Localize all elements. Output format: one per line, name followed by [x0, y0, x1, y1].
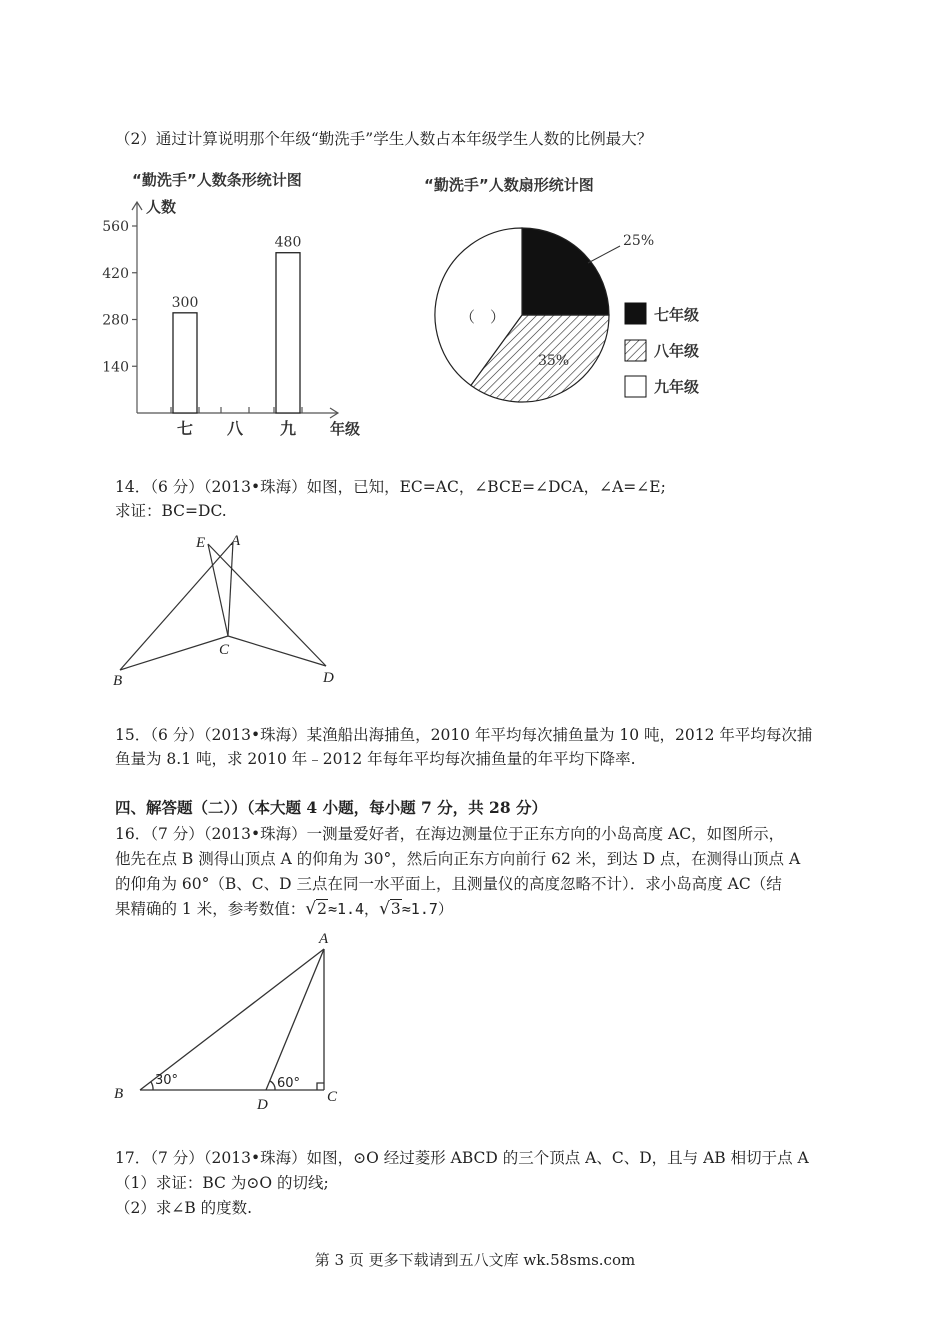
q16-line2: 他先在点 B 测得山顶点 A 的仰角为 30°，然后向正东方向前行 62 米，到达 D 点，在测得山顶点 A	[115, 850, 801, 868]
q17-line1: 17．（7 分）（2013•珠海）如图，⊙O 经过菱形 ABCD 的三个顶点 A、C、D，且与 AB 相切于点 A	[115, 1149, 809, 1167]
page-footer: 第 3 页 更多下载请到五八文库 wk.58sms.com	[314, 1251, 636, 1269]
bar-value-label: 300	[171, 294, 199, 311]
pie-label-blank: （ ）	[460, 308, 506, 326]
legend-label-7: 七年级	[654, 306, 700, 324]
q16-line3: 的仰角为 60°（B、C、D 三点在同一水平面上，且测量仪的高度忽略不计）．求小岛高度 AC（结	[115, 875, 782, 893]
legend-swatch-9	[625, 376, 646, 397]
section4-heading: 四、解答题（二））（本大题 4 小题，每小题 7 分，共 28 分）	[115, 798, 548, 817]
sqrt3	[379, 898, 402, 920]
bar-1	[173, 313, 197, 413]
q14-figure	[110, 530, 360, 690]
q14-label-D: D	[323, 670, 334, 686]
q16-label-D: D	[257, 1097, 268, 1113]
q14-line2: 求证：BC=DC.	[115, 502, 227, 520]
legend-swatch-7	[625, 303, 646, 324]
q15-line1: 15．（6 分）（2013•珠海）某渔船出海捕鱼，2010 年平均每次捕鱼量为 10 吨，2012 年平均每次捕	[115, 726, 813, 744]
radical-sign-icon: √	[305, 899, 317, 919]
sqrt2-radicand: 2	[317, 900, 327, 918]
legend-swatch-8	[625, 340, 646, 361]
bar-category-label: 八	[226, 419, 244, 438]
bar-3	[276, 253, 300, 413]
q16-angle-60: 60°	[277, 1076, 301, 1091]
bar-chart	[100, 160, 390, 450]
q14-line1: 14．（6 分）（2013•珠海）如图，已知，EC=AC，∠BCE=∠DCA，∠A=∠E;	[115, 478, 666, 496]
sqrt3-value: ≈1.7）	[401, 900, 453, 918]
legend-label-8: 八年级	[654, 342, 700, 360]
pie-chart	[420, 160, 740, 420]
q14-label-A: A	[231, 533, 241, 549]
q16-label-A: A	[319, 931, 329, 947]
bar-category-label: 七	[176, 419, 194, 438]
q13-part2-text: （2）通过计算说明那个年级“勤洗手”学生人数占本年级学生人数的比例最大？	[115, 130, 653, 148]
q16-line4	[115, 898, 453, 920]
pie-label-25: 25%	[623, 233, 655, 249]
q14-label-E: E	[196, 535, 206, 551]
pie-label-35: 35%	[538, 353, 570, 369]
legend-label-9: 九年级	[654, 378, 700, 396]
bar-value-label: 480	[274, 234, 302, 251]
bar-y-tick-label: 140	[102, 359, 129, 376]
sqrt2-value: ≈1.4，	[327, 900, 380, 918]
q16-label-B: B	[114, 1086, 124, 1102]
bar-chart-title: “勤洗手”人数条形统计图	[132, 171, 302, 189]
q16-figure	[105, 925, 355, 1115]
pie-slice-1	[522, 228, 609, 315]
bar-y-tick-label: 560	[102, 219, 129, 235]
bar-y-label: 人数	[146, 198, 177, 216]
q15-line2: 鱼量为 8.1 吨，求 2010 年﹣2012 年每年平均每次捕鱼量的年平均下降率.	[115, 750, 636, 768]
q16-line1: 16．（7 分）（2013•珠海）一测量爱好者，在海边测量位于正东方向的小岛高度 AC，如图所示，	[115, 825, 785, 843]
q16-label-C: C	[327, 1089, 338, 1105]
q14-label-C: C	[219, 642, 230, 658]
bar-x-label: 年级	[330, 420, 361, 438]
q17-line3: （2）求∠B 的度数.	[115, 1199, 253, 1217]
q16-angle-30: 30°	[155, 1073, 179, 1088]
bar-y-tick-label: 280	[102, 312, 129, 329]
bar-y-tick-label: 420	[102, 265, 129, 282]
q14-label-B: B	[113, 673, 123, 689]
pie-chart-title: “勤洗手”人数扇形统计图	[424, 176, 594, 194]
radical-sign-icon: √	[379, 899, 390, 919]
sqrt3-radicand: 3	[390, 900, 401, 918]
q17-line2: （1）求证：BC 为⊙O 的切线;	[115, 1174, 329, 1192]
q16-line4-prefix: 果精确的 1 米，参考数值：	[115, 900, 306, 918]
pie-leader-line	[588, 246, 620, 263]
sqrt2	[305, 898, 328, 920]
bar-category-label: 九	[279, 419, 297, 438]
